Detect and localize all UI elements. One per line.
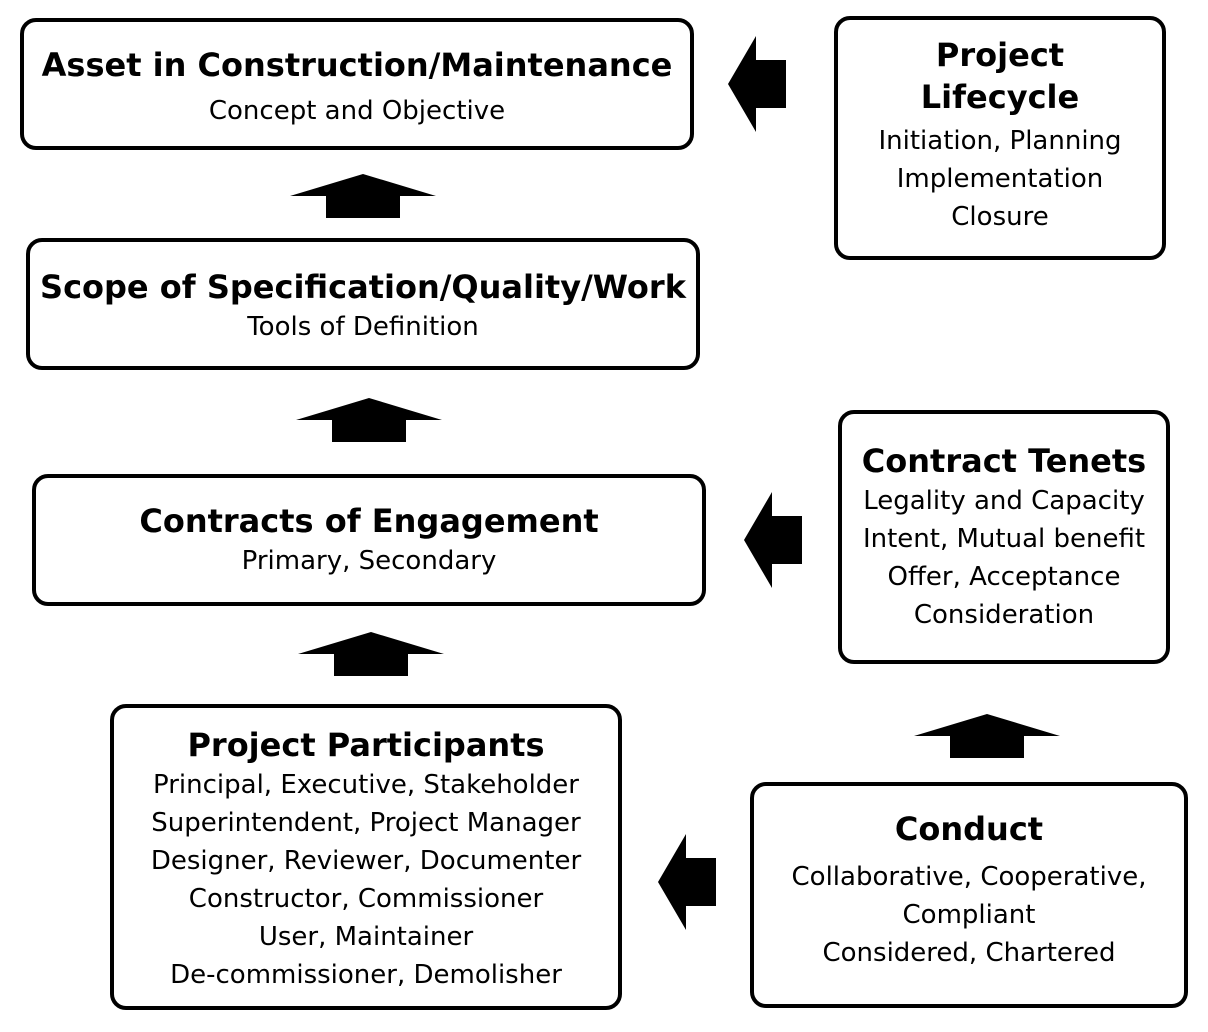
scope-box xyxy=(26,238,700,370)
asset-line: Concept and Objective xyxy=(208,96,506,126)
scope-line: Tools of Definition xyxy=(247,312,479,342)
participants-line: User, Maintainer xyxy=(258,922,474,952)
scope-title: Scope of Specification/Quality/Work xyxy=(40,268,686,306)
participants-line: Constructor, Commissioner xyxy=(188,884,544,914)
contracts-box xyxy=(32,474,706,606)
arrow-up-icon xyxy=(914,714,1060,758)
tenets-line: Intent, Mutual benefit xyxy=(862,524,1146,554)
arrow-up-icon xyxy=(290,174,436,218)
lifecycle-box xyxy=(834,16,1166,260)
participants-line: Principal, Executive, Stakeholder xyxy=(153,770,579,800)
contracts-line: Primary, Secondary xyxy=(241,546,497,576)
lifecycle-title-line: Project xyxy=(935,36,1065,74)
lifecycle-line: Initiation, Planning xyxy=(878,126,1122,156)
lifecycle-line: Implementation xyxy=(896,164,1104,194)
tenets-box xyxy=(838,410,1170,664)
participants-title: Project Participants xyxy=(187,726,545,764)
arrow-left-icon xyxy=(744,492,802,588)
asset-box xyxy=(20,18,694,150)
arrow-left-icon xyxy=(658,834,716,930)
arrow-up-icon xyxy=(298,632,444,676)
participants-box xyxy=(110,704,622,1010)
contracts-title: Contracts of Engagement xyxy=(139,502,599,540)
participants-line: Superintendent, Project Manager xyxy=(151,808,581,838)
lifecycle-title-line: Lifecycle xyxy=(920,78,1080,116)
lifecycle-line: Closure xyxy=(951,202,1049,232)
asset-title: Asset in Construction/Maintenance xyxy=(41,46,673,84)
arrow-left-icon xyxy=(728,36,786,132)
conduct-line: Compliant xyxy=(902,900,1036,930)
arrow-up-icon xyxy=(296,398,442,442)
participants-line: Designer, Reviewer, Documenter xyxy=(150,846,582,876)
tenets-line: Offer, Acceptance xyxy=(887,562,1121,592)
conduct-line: Collaborative, Cooperative, xyxy=(791,862,1147,892)
conduct-title: Conduct xyxy=(894,810,1044,848)
tenets-line: Consideration xyxy=(913,600,1095,630)
conduct-line: Considered, Chartered xyxy=(822,938,1116,968)
tenets-title: Contract Tenets xyxy=(861,442,1147,480)
tenets-line: Legality and Capacity xyxy=(863,486,1145,516)
conduct-box xyxy=(750,782,1188,1008)
participants-line: De-commissioner, Demolisher xyxy=(170,960,562,990)
